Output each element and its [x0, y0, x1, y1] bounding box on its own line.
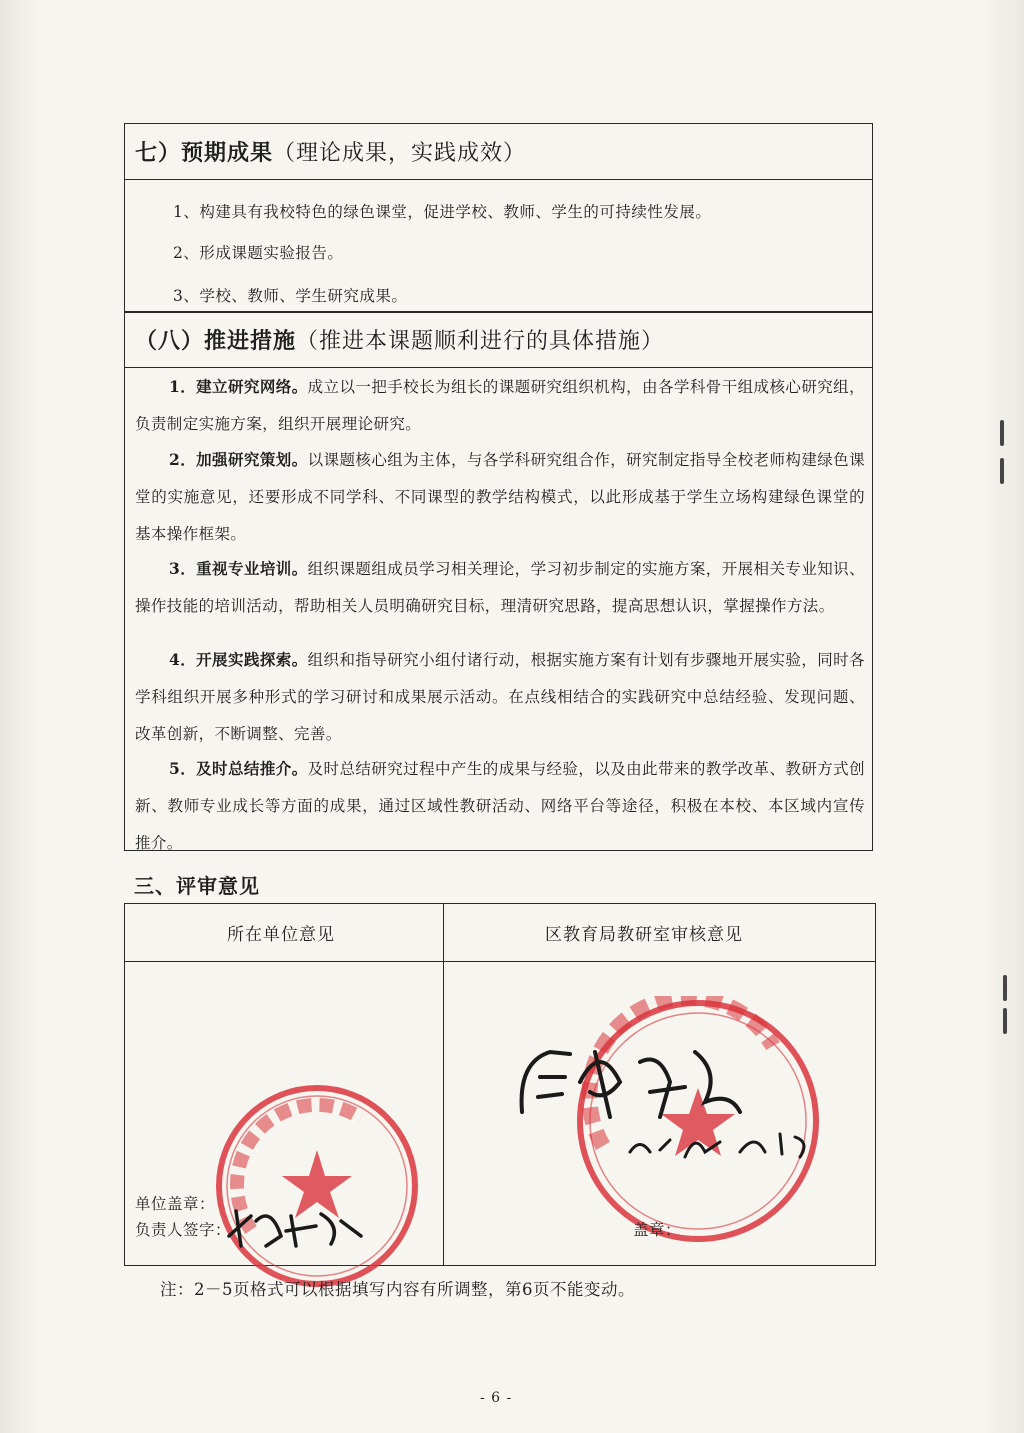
section8-paragraph [135, 441, 865, 553]
section8-title-light: （推进本课题顺利进行的具体措施） [296, 329, 665, 354]
paragraph-body: 及时总结研究过程中产生的成果与经验，以及由此带来的教学改革、教研方式创新、教师专业成长等方面的成果，通过区域性教研活动、网络平台等途径，积极在本校、本区域内宣传推介。 [135, 760, 865, 852]
section7-box [124, 123, 873, 313]
section3-title: 三、评审意见 [134, 874, 260, 898]
section7-item: 2、形成课题实验报告。 [173, 244, 344, 262]
review-column-divider [443, 904, 444, 1265]
section7-title-light: （理论成果，实践成效） [273, 141, 527, 166]
paragraph-body: 以课题核心组为主体，与各学科研究组合作，研究制定指导全校老师构建绿色课堂的实施意见，还要形成不同学科、不同课型的教学结构模式，以此形成基于学生立场构建绿色课堂的基本操作框架。 [135, 451, 865, 543]
section8-title-bold: （八）推进措施 [135, 328, 297, 354]
section7-header [125, 124, 872, 180]
paragraph-body: 组织和指导研究小组付诸行动，根据实施方案有计划有步骤地开展实验，同时各学科组织开展多种形式的学习研讨和成果展示活动。在点线相结合的实践研究中总结经验、发现问题、改革创新，不断调整、完善。 [135, 651, 865, 743]
paragraph-body: 组织课题组成员学习相关理论，学习初步制定的实施方案，开展相关专业知识、操作技能的培训活动，帮助相关人员明确研究目标，理清研究思路，提高思想认识，掌握操作方法。 [135, 560, 865, 615]
footer-note: 注：2－5页格式可以根据填写内容有所调整，第6页不能变动。 [160, 1280, 635, 1299]
binder-hole-mark [1000, 458, 1004, 484]
paragraph-lead: 5．及时总结推介。 [169, 759, 308, 778]
section7-item: 1、构建具有我校特色的绿色课堂，促进学校、教师、学生的可持续性发展。 [173, 203, 712, 221]
paragraph-lead: 3．重视专业培训。 [169, 559, 308, 578]
section7-item: 3、学校、教师、学生研究成果。 [173, 287, 408, 305]
unit-stamp-label: 单位盖章： [135, 1195, 216, 1213]
section8-box [124, 311, 873, 851]
left-column-title: 所在单位意见 [227, 925, 335, 945]
page-number: - 6 - [480, 1390, 513, 1406]
paragraph-lead: 2．加强研究策划。 [169, 450, 308, 469]
binder-hole-mark [1000, 420, 1004, 446]
reviewer-handwritten-signature [510, 1022, 830, 1172]
leader-sign-label: 负责人签字： [135, 1221, 232, 1239]
paragraph-lead: 4．开展实践探索。 [169, 650, 308, 669]
leader-handwritten-signature [221, 1196, 371, 1256]
binder-hole-mark [1003, 975, 1007, 1001]
section8-header [125, 312, 872, 368]
review-header-divider [125, 961, 875, 962]
section8-paragraph [135, 550, 865, 625]
section7-title-bold: 七）预期成果 [135, 140, 274, 166]
binder-hole-mark [1003, 1008, 1007, 1034]
review-table [124, 903, 876, 1266]
section8-paragraph [135, 641, 865, 753]
unit-seal [211, 1080, 423, 1292]
section8-paragraph [135, 750, 865, 862]
right-column-title: 区教育局教研室审核意见 [545, 925, 743, 945]
paragraph-lead: 1．建立研究网络。 [169, 377, 308, 396]
section8-paragraph [135, 368, 865, 443]
review-stamp-label: 盖章： [633, 1221, 682, 1239]
paragraph-body: 成立以一把手校长为组长的课题研究组织机构，由各学科骨干组成核心研究组，负责制定实施方案，组织开展理论研究。 [135, 378, 865, 433]
